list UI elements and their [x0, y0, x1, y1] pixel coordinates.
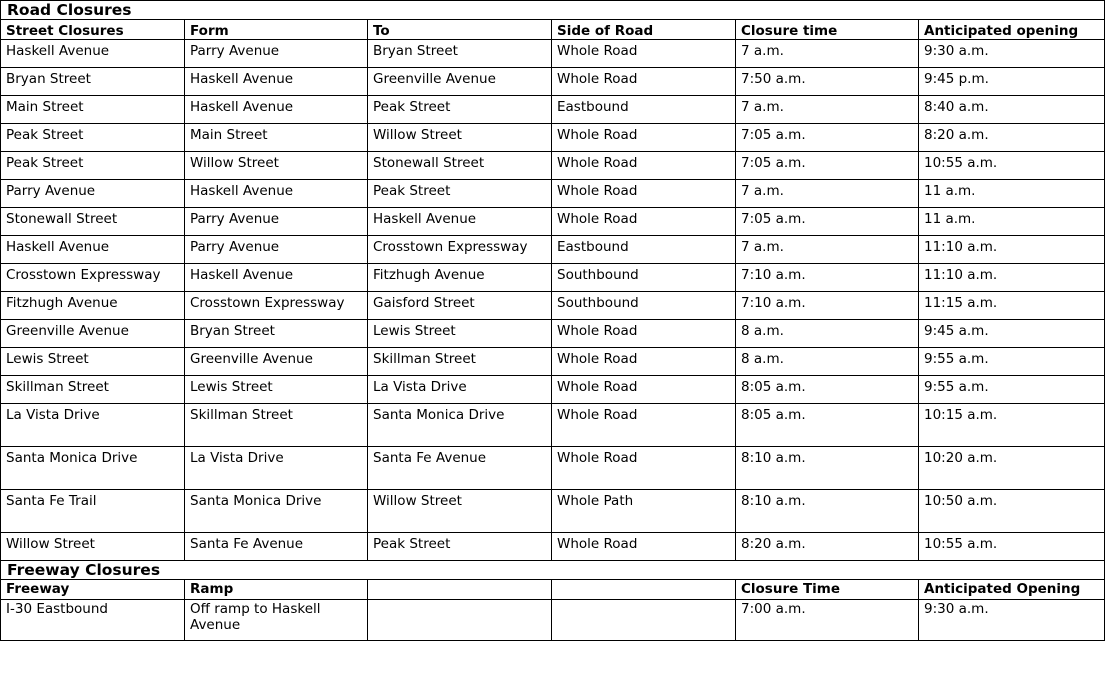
street-closure-cell: Haskell Avenue: [1, 236, 185, 264]
closure-time-cell: 8:10 a.m.: [736, 447, 919, 490]
street-closure-cell: Fitzhugh Avenue: [1, 292, 185, 320]
anticipated-opening-cell: 10:55 a.m.: [919, 533, 1105, 561]
closure-time-cell: 7 a.m.: [736, 96, 919, 124]
side-of-road-cell: Whole Road: [552, 40, 736, 68]
closure-time-cell: 7:05 a.m.: [736, 208, 919, 236]
road-closures-section-row: [1, 1, 1105, 20]
table-row: [1, 490, 1105, 533]
anticipated-opening-cell: 8:40 a.m.: [919, 96, 1105, 124]
closure-time-cell: 8 a.m.: [736, 320, 919, 348]
header-freeway-cell: Freeway: [1, 580, 185, 600]
to-cell: Peak Street: [368, 180, 552, 208]
table-row: [1, 264, 1105, 292]
side-of-road-cell: Eastbound: [552, 236, 736, 264]
anticipated-opening-cell: 9:45 a.m.: [919, 320, 1105, 348]
form-cell: Bryan Street: [185, 320, 368, 348]
anticipated-opening-cell: 11:10 a.m.: [919, 236, 1105, 264]
to-cell: La Vista Drive: [368, 376, 552, 404]
header-side-cell: [552, 580, 736, 600]
form-cell: Haskell Avenue: [185, 264, 368, 292]
closure-time-cell: 8 a.m.: [736, 348, 919, 376]
closure-time-cell: 7:05 a.m.: [736, 152, 919, 180]
street-closure-cell: Greenville Avenue: [1, 320, 185, 348]
to-cell: Peak Street: [368, 533, 552, 561]
table-row: [1, 376, 1105, 404]
header-ramp-cell: Ramp: [185, 580, 368, 600]
anticipated-opening-cell: 11:15 a.m.: [919, 292, 1105, 320]
street-closure-cell: Peak Street: [1, 152, 185, 180]
anticipated-opening-cell: 11 a.m.: [919, 180, 1105, 208]
street-closure-cell: Skillman Street: [1, 376, 185, 404]
closure-time-cell: 8:05 a.m.: [736, 376, 919, 404]
closure-time-cell: 8:20 a.m.: [736, 533, 919, 561]
closure-time-cell: 7:10 a.m.: [736, 264, 919, 292]
table-row: [1, 124, 1105, 152]
side-of-road-cell: Whole Road: [552, 348, 736, 376]
header-to-cell: To: [368, 20, 552, 40]
anticipated-opening-cell: 10:20 a.m.: [919, 447, 1105, 490]
header-side-of-road-cell: Side of Road: [552, 20, 736, 40]
side-cell: [552, 600, 736, 641]
anticipated-opening-cell: 11 a.m.: [919, 208, 1105, 236]
table-row: [1, 40, 1105, 68]
street-closure-cell: Peak Street: [1, 124, 185, 152]
form-cell: Santa Fe Avenue: [185, 533, 368, 561]
to-cell: Gaisford Street: [368, 292, 552, 320]
form-cell: Main Street: [185, 124, 368, 152]
form-cell: Lewis Street: [185, 376, 368, 404]
street-closure-cell: Bryan Street: [1, 68, 185, 96]
side-of-road-cell: Whole Road: [552, 208, 736, 236]
table-row: [1, 348, 1105, 376]
form-cell: Greenville Avenue: [185, 348, 368, 376]
street-closure-cell: Santa Monica Drive: [1, 447, 185, 490]
side-of-road-cell: Eastbound: [552, 96, 736, 124]
street-closure-cell: La Vista Drive: [1, 404, 185, 447]
side-of-road-cell: Southbound: [552, 264, 736, 292]
freeway-closures-section-row: [1, 561, 1105, 580]
table-row: [1, 320, 1105, 348]
form-cell: Santa Monica Drive: [185, 490, 368, 533]
form-cell: Haskell Avenue: [185, 180, 368, 208]
header-form-cell: Form: [185, 20, 368, 40]
side-of-road-cell: Whole Road: [552, 533, 736, 561]
table-row: [1, 600, 1105, 641]
closure-time-cell: 8:05 a.m.: [736, 404, 919, 447]
form-cell: Skillman Street: [185, 404, 368, 447]
closure-time-cell: 7 a.m.: [736, 40, 919, 68]
ramp-cell: Off ramp to Haskell Avenue: [185, 600, 368, 641]
to-cell: Crosstown Expressway: [368, 236, 552, 264]
to-cell: Stonewall Street: [368, 152, 552, 180]
to-cell: Peak Street: [368, 96, 552, 124]
street-closure-cell: Crosstown Expressway: [1, 264, 185, 292]
side-of-road-cell: Whole Road: [552, 152, 736, 180]
form-cell: Parry Avenue: [185, 208, 368, 236]
header-to-cell: [368, 580, 552, 600]
header-street-closure-cell: Street Closures: [1, 20, 185, 40]
street-closure-cell: Lewis Street: [1, 348, 185, 376]
side-of-road-cell: Whole Road: [552, 320, 736, 348]
header-closure-time-cell: Closure Time: [736, 580, 919, 600]
to-cell: Lewis Street: [368, 320, 552, 348]
header-anticipated-opening-cell: Anticipated opening: [919, 20, 1105, 40]
street-closure-cell: Stonewall Street: [1, 208, 185, 236]
table-row: [1, 533, 1105, 561]
freeway-closures-title: Freeway Closures: [1, 561, 1105, 580]
freeway-cell: I-30 Eastbound: [1, 600, 185, 641]
closure-time-cell: 7:50 a.m.: [736, 68, 919, 96]
anticipated-opening-cell: 9:55 a.m.: [919, 376, 1105, 404]
table-row: [1, 96, 1105, 124]
closures-table-body: [1, 1, 1105, 641]
street-closure-cell: Willow Street: [1, 533, 185, 561]
side-of-road-cell: Whole Path: [552, 490, 736, 533]
table-row: [1, 68, 1105, 96]
to-cell: [368, 600, 552, 641]
side-of-road-cell: Whole Road: [552, 180, 736, 208]
to-cell: Willow Street: [368, 124, 552, 152]
to-cell: Greenville Avenue: [368, 68, 552, 96]
table-row: [1, 208, 1105, 236]
closure-time-cell: 7:05 a.m.: [736, 124, 919, 152]
anticipated-opening-cell: 9:55 a.m.: [919, 348, 1105, 376]
closure-time-cell: 8:10 a.m.: [736, 490, 919, 533]
to-cell: Fitzhugh Avenue: [368, 264, 552, 292]
form-cell: Crosstown Expressway: [185, 292, 368, 320]
street-closure-cell: Main Street: [1, 96, 185, 124]
side-of-road-cell: Whole Road: [552, 447, 736, 490]
closure-time-cell: 7 a.m.: [736, 180, 919, 208]
to-cell: Skillman Street: [368, 348, 552, 376]
side-of-road-cell: Whole Road: [552, 376, 736, 404]
form-cell: Haskell Avenue: [185, 96, 368, 124]
form-cell: La Vista Drive: [185, 447, 368, 490]
table-row: [1, 447, 1105, 490]
side-of-road-cell: Whole Road: [552, 124, 736, 152]
table-row: [1, 152, 1105, 180]
anticipated-opening-cell: 10:15 a.m.: [919, 404, 1105, 447]
closure-time-cell: 7:10 a.m.: [736, 292, 919, 320]
to-cell: Santa Fe Avenue: [368, 447, 552, 490]
anticipated-opening-cell: 8:20 a.m.: [919, 124, 1105, 152]
side-of-road-cell: Whole Road: [552, 404, 736, 447]
anticipated-opening-cell: 10:50 a.m.: [919, 490, 1105, 533]
anticipated-opening-cell: 9:45 p.m.: [919, 68, 1105, 96]
to-cell: Bryan Street: [368, 40, 552, 68]
closure-time-cell: 7 a.m.: [736, 236, 919, 264]
form-cell: Haskell Avenue: [185, 68, 368, 96]
road-closures-title: Road Closures: [1, 1, 1105, 20]
form-cell: Parry Avenue: [185, 236, 368, 264]
table-row: [1, 404, 1105, 447]
form-cell: Parry Avenue: [185, 40, 368, 68]
table-row: [1, 236, 1105, 264]
header-closure-time-cell: Closure time: [736, 20, 919, 40]
anticipated-opening-cell: 9:30 a.m.: [919, 40, 1105, 68]
header-anticipated-opening-cell: Anticipated Opening: [919, 580, 1105, 600]
to-cell: Willow Street: [368, 490, 552, 533]
anticipated-opening-cell: 10:55 a.m.: [919, 152, 1105, 180]
table-row: [1, 292, 1105, 320]
table-row: [1, 180, 1105, 208]
street-closure-cell: Parry Avenue: [1, 180, 185, 208]
street-closure-cell: Haskell Avenue: [1, 40, 185, 68]
form-cell: Willow Street: [185, 152, 368, 180]
street-closure-cell: Santa Fe Trail: [1, 490, 185, 533]
to-cell: Haskell Avenue: [368, 208, 552, 236]
anticipated-opening-cell: 9:30 a.m.: [919, 600, 1105, 641]
anticipated-opening-cell: 11:10 a.m.: [919, 264, 1105, 292]
road-closures-header-row: [1, 20, 1105, 40]
side-of-road-cell: Whole Road: [552, 68, 736, 96]
side-of-road-cell: Southbound: [552, 292, 736, 320]
freeway-closures-header-row: [1, 580, 1105, 600]
to-cell: Santa Monica Drive: [368, 404, 552, 447]
closure-time-cell: 7:00 a.m.: [736, 600, 919, 641]
